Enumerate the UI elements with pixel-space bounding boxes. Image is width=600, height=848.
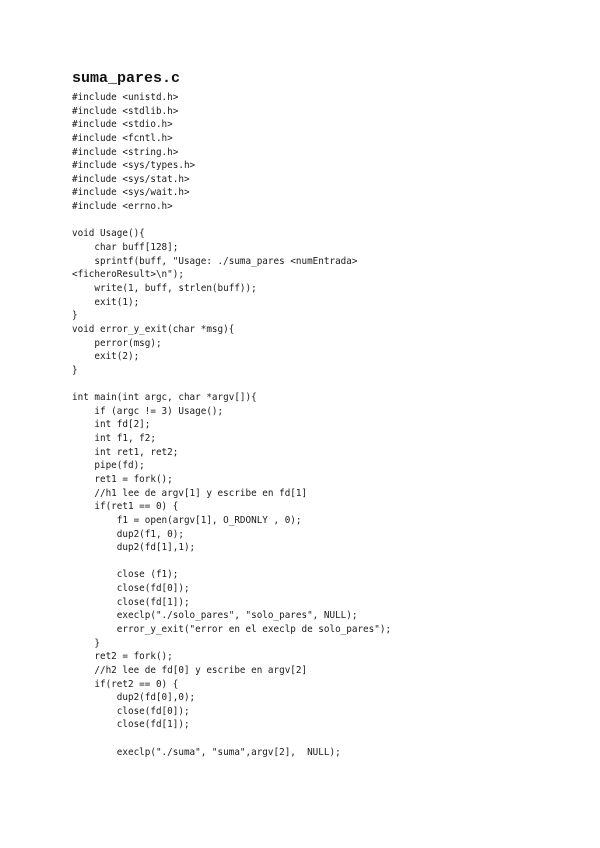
code-line: write(1, buff, strlen(buff)); [72, 282, 257, 294]
code-line: if(ret1 == 0) { [72, 501, 179, 513]
code-line: close (f1); [72, 569, 179, 581]
code-line: #include <stdlib.h> [72, 105, 179, 117]
code-line [72, 214, 592, 228]
code-line: dup2(fd[0],0); [72, 692, 196, 704]
code-line: close(fd[0]); [72, 583, 190, 595]
code-line: execlp("./solo_pares", "solo_pares", NULL); [72, 610, 358, 622]
code-line: int f1, f2; [72, 433, 156, 445]
code-line: #include <errno.h> [72, 201, 173, 213]
code-line: perror(msg); [72, 337, 162, 349]
code-line: ret2 = fork(); [72, 651, 173, 663]
code-line: close(fd[0]); [72, 705, 190, 717]
code-line: } [72, 637, 100, 649]
code-line [72, 555, 592, 569]
code-line: dup2(fd[1],1); [72, 542, 196, 554]
code-line [72, 377, 592, 391]
code-line: close(fd[1]); [72, 596, 190, 608]
code-line: #include <sys/types.h> [72, 160, 196, 172]
code-line: } [72, 310, 78, 322]
code-line: error_y_exit("error en el execlp de solo_pares"); [72, 623, 392, 635]
code-line: #include <fcntl.h> [72, 132, 173, 144]
code-line: int ret1, ret2; [72, 446, 179, 458]
code-line: #include <sys/wait.h> [72, 187, 190, 199]
code-line: //h1 lee de argv[1] y escribe en fd[1] [72, 487, 308, 499]
code-line: if(ret2 == 0) { [72, 678, 179, 690]
code-line: ret1 = fork(); [72, 473, 173, 485]
code-line: execlp("./suma", "suma",argv[2], NULL); [72, 746, 341, 758]
code-line: close(fd[1]); [72, 719, 190, 731]
code-line: f1 = open(argv[1], O_RDONLY , 0); [72, 514, 302, 526]
code-line: dup2(f1, 0); [72, 528, 184, 540]
code-line: void error_y_exit(char *msg){ [72, 323, 235, 335]
code-line: int fd[2]; [72, 419, 151, 431]
code-line: #include <string.h> [72, 146, 179, 158]
code-line: #include <unistd.h> [72, 92, 179, 103]
file-title: suma_pares.c [72, 70, 181, 87]
code-line: exit(1); [72, 296, 140, 308]
code-line: //h2 lee de fd[0] y escribe en argv[2] [72, 664, 308, 676]
code-line [72, 732, 592, 746]
code-line: <ficheroResult>\n"); [72, 269, 184, 281]
code-line: #include <sys/stat.h> [72, 173, 190, 185]
code-line: } [72, 364, 78, 376]
code-listing [72, 91, 592, 759]
code-line: int main(int argc, char *argv[]){ [72, 392, 257, 404]
code-line: void Usage(){ [72, 228, 145, 240]
code-line: char buff[128]; [72, 242, 179, 254]
code-line: sprintf(buff, "Usage: ./suma_pares <numEntrada> [72, 255, 358, 267]
code-line: #include <stdio.h> [72, 119, 173, 131]
code-line: exit(2); [72, 351, 140, 363]
code-line: pipe(fd); [72, 460, 145, 472]
code-line: if (argc != 3) Usage(); [72, 405, 224, 417]
